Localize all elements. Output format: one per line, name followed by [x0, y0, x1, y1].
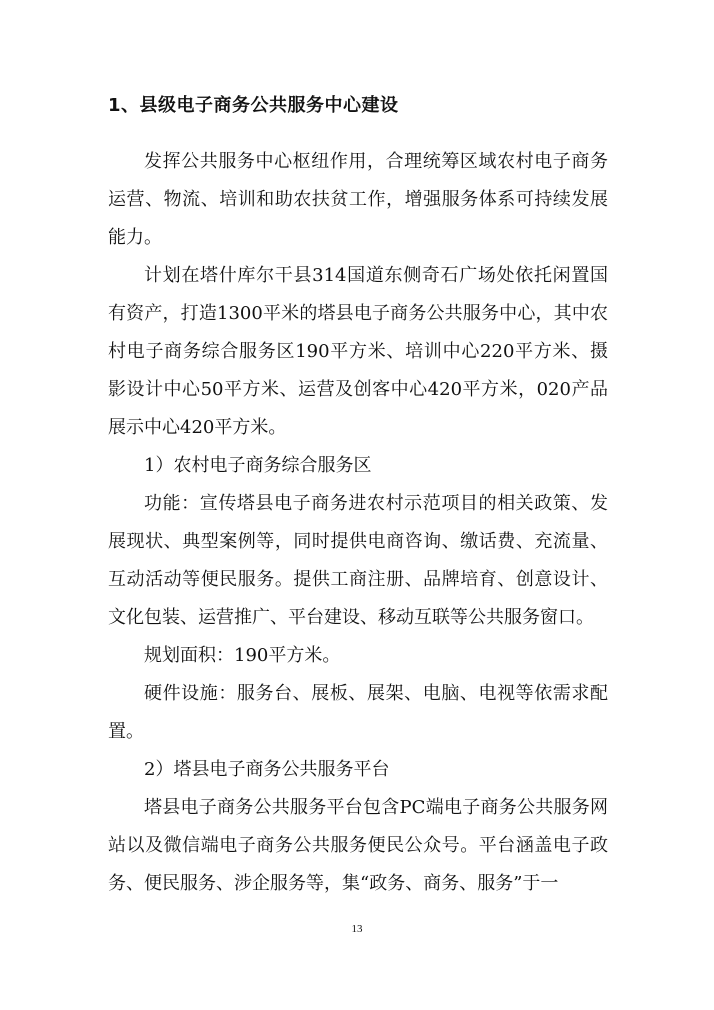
subheading-platform: 2）塔县电子商务公共服务平台 [144, 759, 390, 780]
paragraph-area: 规划面积：190平方米。 [144, 645, 341, 666]
paragraph-hardware: 硬件设施：服务台、展板、展架、电脑、电视等依需求配置。 [108, 683, 608, 742]
section-heading: 1、县级电子商务公共服务中心建设 [108, 95, 399, 116]
paragraph-purpose: 发挥公共服务中心枢纽作用，合理统筹区域农村电子商务运营、物流、培训和助农扶贫工作，增强服务体系可持续发展能力。 [108, 151, 608, 248]
paragraph-plan: 计划在塔什库尔干县314国道东侧奇石广场处依托闲置国有资产，打造1300平米的塔县电子商务公共服务中心，其中农村电子商务综合服务区190平方米、培训中心220平方米、摄影设计中心50平方米、运营及创客中心420平方米，020产品展示中心420平方米。 [108, 265, 608, 438]
page-number: 13 [351, 923, 363, 935]
paragraph-platform: 塔县电子商务公共服务平台包含PC端电子商务公共服务网站以及微信端电子商务公共服务便民公众号。平台涵盖电子政务、便民服务、涉企服务等，集“政务、商务、服务”于一 [108, 797, 608, 894]
subheading-service-area: 1）农村电子商务综合服务区 [144, 455, 372, 476]
paragraph-function: 功能：宣传塔县电子商务进农村示范项目的相关政策、发展现状、典型案例等，同时提供电商咨询、缴话费、充流量、互动活动等便民服务。提供工商注册、品牌培育、创意设计、文化包装、运营推广、平台建设、移动互联等公共服务窗口。 [108, 493, 608, 628]
